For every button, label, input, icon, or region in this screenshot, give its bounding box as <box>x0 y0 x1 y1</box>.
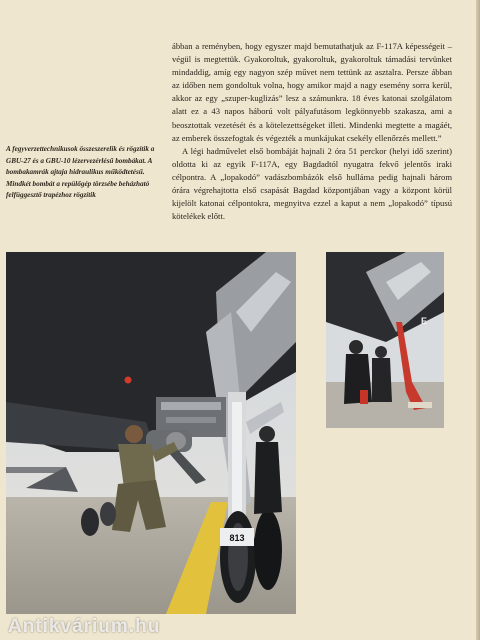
article-body <box>172 40 452 223</box>
body-paragraph-1: ábban a reményben, hogy egyszer majd bemutathatjuk az F-117A képességeit – végül is megtettük. Gyakoroltuk, gyakoroltuk, gyakoroltuk támadási tervünket mindaddig, amíg egy nagyon szép művet nem tettünk az asztalra. Persze ábban az időben nem gondoltuk volna, hogy amikor majd a nagy esemény sorra kerül, akkor az egy „szuper-kuglizás” lesz a számunkra. 18 éves katonai szolgálatom alatt ez a 43 napos háború volt pályafutásom legkönnyebb szakasza, ami a beosztottak vezetését és a kötelezettségeket illeti. Mindenki megtette a magáét, az emberek összefogtak és végezték a munkájukat csekély ellenőrzés mellett.” <box>172 41 452 143</box>
photo-ground-crew-drawing <box>326 252 444 428</box>
page-edge <box>476 0 480 640</box>
watermark: Antikvárium.hu <box>8 616 161 637</box>
photo-ground-crew <box>326 252 444 428</box>
photo-bomb-loading <box>6 252 296 614</box>
gear-door-number: 813 <box>229 533 245 543</box>
tail-letter: E <box>420 316 428 326</box>
body-paragraph-2: A légi hadművelet első bombáját hajnali 2 óra 51 perckor (helyi idő szerint) oldotta ki az egyik F-117A, egy Bagdadtól nyugatra fekvő jelentős iraki célpontra. A „lopakodó” vadászbombázók első hulláma pedig hajnali három órára végrehajtotta első csapását Bagdad központjában vagy a központ körül kijelölt katonai célpontokra, megnyitva ezzel a kaput a nem „lopakodó” típusú kötelékek előtt. <box>172 145 452 222</box>
photo-caption: A fegyverzettechnikusok összeszerelik és rögzítik a GBU-27 és a GBU-10 lézervezérlésű bombákat. A bombakamrák ajtaja hidraulikus működtetésű. Mindkét bombát a repülőgép törzsébe beházható felfüggesztő trapézhoz rögzítik <box>6 145 155 200</box>
photo-bomb-loading-drawing <box>6 252 296 614</box>
